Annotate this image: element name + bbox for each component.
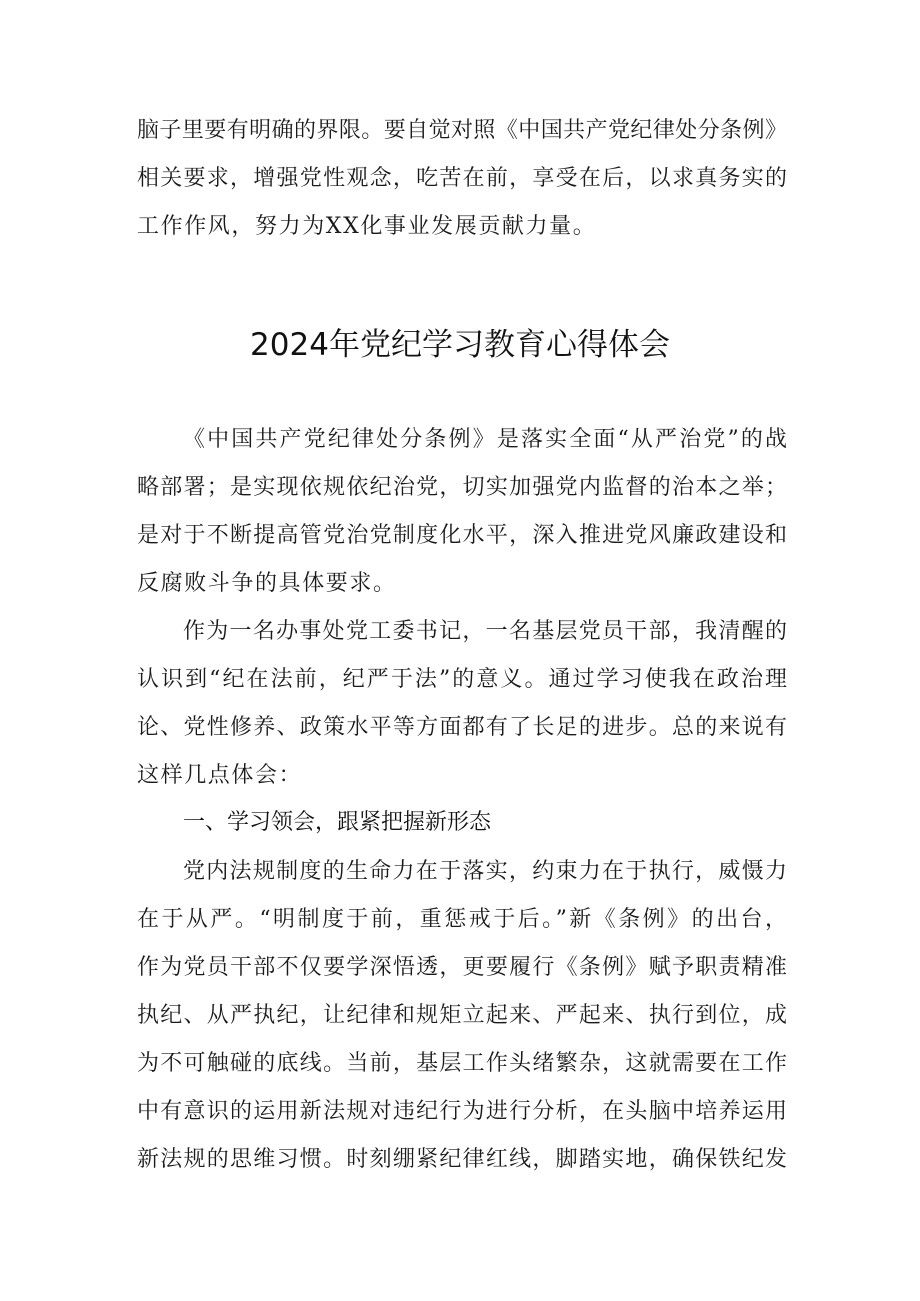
paragraph-1-line-2: 略部署；是实现依规依纪治党，切实加强党内监督的治本之举； xyxy=(137,475,787,500)
paragraph-1-line-4: 反腐败斗争的具体要求。 xyxy=(137,571,397,596)
paragraph-3-line-7: 新法规的思维习惯。时刻绷紧纪律红线，脚踏实地，确保铁纪发 xyxy=(137,1147,787,1172)
paragraph-2-line-1: 作为一名办事处党工委书记，一名基层党员干部，我清醒的 xyxy=(183,619,787,644)
paragraph-3-line-2: 在于从严。“明制度于前，重惩戒于后。”新《条例》的出台， xyxy=(137,907,787,932)
paragraph-3-line-3: 作为党员干部不仅要学深悟透，更要履行《条例》赋予职责精准 xyxy=(137,955,787,980)
page-title: 2024年党纪学习教育心得体会 xyxy=(250,327,670,363)
paragraph-2-line-4: 这样几点体会： xyxy=(137,763,303,788)
top-paragraph-line-2: 相关要求，增强党性观念，吃苦在前，享受在后，以求真务实的 xyxy=(137,166,787,191)
top-paragraph-line-1: 脑子里要有明确的界限。要自觉对照《中国共产党纪律处分条例》 xyxy=(137,118,787,143)
paragraph-1-line-3: 是对于不断提高管党治党制度化水平，深入推进党风廉政建设和 xyxy=(137,523,787,548)
paragraph-3-line-6: 中有意识的运用新法规对违纪行为进行分析，在头脑中培养运用 xyxy=(137,1099,787,1124)
paragraph-2-line-2: 认识到“纪在法前，纪严于法”的意义。通过学习使我在政治理 xyxy=(137,667,787,692)
paragraph-2-line-3: 论、党性修养、政策水平等方面都有了长足的进步。总的来说有 xyxy=(137,715,787,740)
paragraph-1-line-1: 《中国共产党纪律处分条例》是落实全面“从严治党”的战 xyxy=(183,427,787,452)
paragraph-3-line-4: 执纪、从严执纪，让纪律和规矩立起来、严起来、执行到位，成 xyxy=(137,1003,787,1028)
paragraph-3-line-1: 党内法规制度的生命力在于落实，约束力在于执行，威慑力 xyxy=(183,859,787,884)
section-heading: 一、学习领会，跟紧把握新形态 xyxy=(183,810,492,835)
paragraph-3-line-5: 为不可触碰的底线。当前，基层工作头绪繁杂，这就需要在工作 xyxy=(137,1051,787,1076)
top-paragraph-line-3: 工作作风，努力为XX化事业发展贡献力量。 xyxy=(137,214,597,239)
